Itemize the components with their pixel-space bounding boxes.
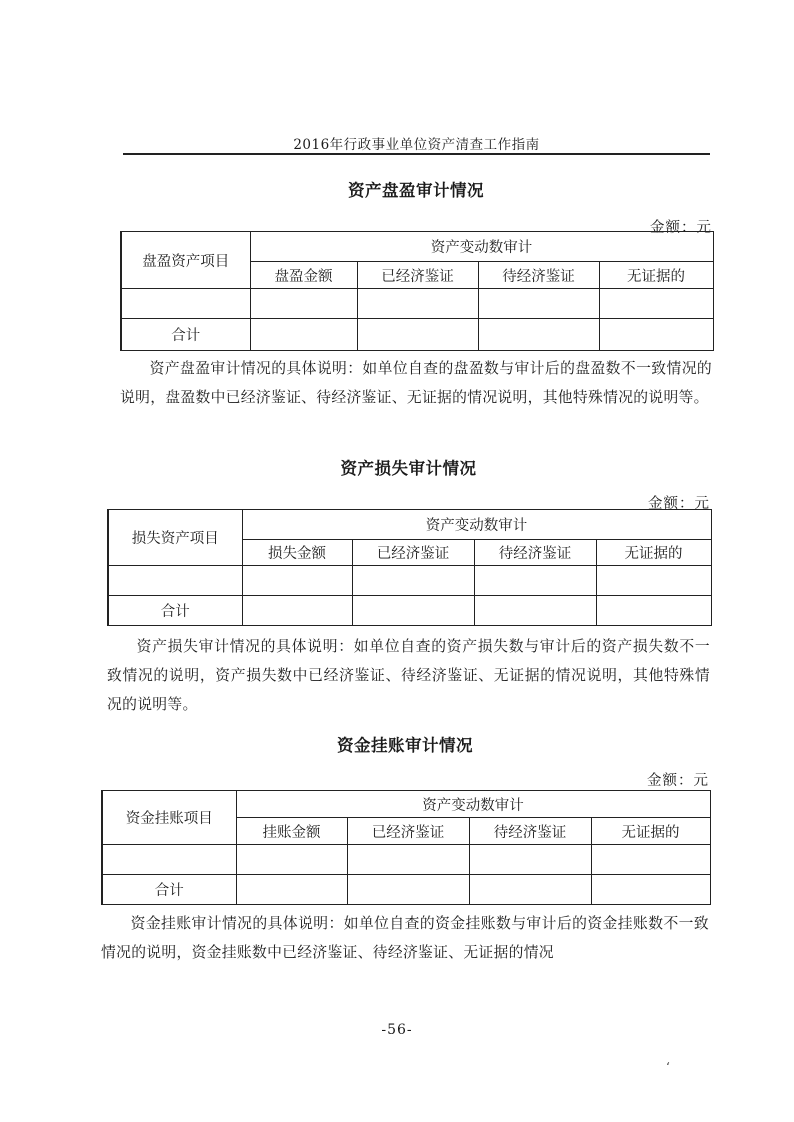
table-cell <box>242 566 352 596</box>
column-header: 待经济鉴证 <box>474 540 596 566</box>
row-header: 盘盈资产项目 <box>121 232 250 289</box>
table-cell <box>236 875 347 905</box>
running-header: 2016年行政事业单位资产清查工作指南 <box>293 137 540 153</box>
total-row <box>108 596 711 626</box>
column-header: 待经济鉴证 <box>478 262 599 289</box>
section-description: 资产损失审计情况的具体说明：如单位自查的资产损失数与审计后的资产损失数不一致情况的说明，资产损失数中已经济鉴证、待经济鉴证、无证据的情况说明，其他特殊情况的说明等。 <box>107 638 710 713</box>
table-cell <box>596 596 711 626</box>
column-header: 已经济鉴证 <box>357 262 478 289</box>
audit-table <box>107 509 712 626</box>
page-number: -56- <box>381 1022 413 1038</box>
table-cell <box>591 845 710 875</box>
section-description: 资金挂账审计情况的具体说明：如单位自查的资金挂账数与审计后的资金挂账数不一致情况的说明，资金挂账数中已经济鉴证、待经济鉴证、无证据的情况 <box>101 915 709 961</box>
surplus-section <box>120 172 712 450</box>
column-header: 无证据的 <box>596 540 711 566</box>
column-header: 盘盈金额 <box>250 262 357 289</box>
column-header: 挂账金额 <box>236 818 347 845</box>
group-header: 资产变动数审计 <box>236 791 710 818</box>
table-cell <box>242 596 352 626</box>
column-header: 损失金额 <box>242 540 352 566</box>
table-cell <box>357 319 478 351</box>
column-header: 无证据的 <box>599 262 713 289</box>
section-title: 资产损失审计情况 <box>340 459 477 478</box>
table-cell <box>250 319 357 351</box>
table-cell <box>352 566 474 596</box>
table-cell <box>478 319 599 351</box>
table-cell <box>352 596 474 626</box>
table-cell <box>236 845 347 875</box>
column-header: 已经济鉴证 <box>352 540 474 566</box>
total-row <box>121 319 713 351</box>
column-header: 无证据的 <box>591 818 710 845</box>
scan-speck: ʻ <box>666 1060 670 1074</box>
table-cell <box>596 566 711 596</box>
table-cell <box>108 566 242 596</box>
total-row <box>102 875 710 905</box>
suspense-section <box>101 729 709 989</box>
section-title: 资产盘盈审计情况 <box>348 181 484 200</box>
table-cell <box>250 289 357 319</box>
table-cell <box>474 596 596 626</box>
column-header: 待经济鉴证 <box>469 818 591 845</box>
empty-data-row <box>121 289 713 319</box>
table-cell <box>469 845 591 875</box>
audit-table <box>101 790 711 905</box>
total-label: 合计 <box>108 596 242 626</box>
table-cell <box>347 875 469 905</box>
empty-data-row <box>102 845 710 875</box>
table-cell <box>347 845 469 875</box>
loss-section <box>107 452 710 724</box>
empty-data-row <box>108 566 711 596</box>
table-cell <box>478 289 599 319</box>
total-label: 合计 <box>102 875 236 905</box>
currency-unit: 金额：元 <box>647 773 709 789</box>
group-header: 资产变动数审计 <box>242 510 711 540</box>
table-cell <box>469 875 591 905</box>
group-header: 资产变动数审计 <box>250 232 713 262</box>
audit-table <box>120 231 714 351</box>
currency-unit: 金额：元 <box>648 496 710 512</box>
header-rule <box>123 153 710 155</box>
table-cell <box>474 566 596 596</box>
section-description: 资产盘盈审计情况的具体说明：如单位自查的盘盈数与审计后的盘盈数不一致情况的说明，盘盈数中已经济鉴证、待经济鉴证、无证据的情况说明，其他特殊情况的说明等。 <box>120 360 712 406</box>
table-cell <box>357 289 478 319</box>
section-title: 资金挂账审计情况 <box>337 736 473 755</box>
column-header: 已经济鉴证 <box>347 818 469 845</box>
table-cell <box>102 845 236 875</box>
table-cell <box>599 289 713 319</box>
table-cell <box>121 289 250 319</box>
table-cell <box>599 319 713 351</box>
row-header: 资金挂账项目 <box>102 791 236 845</box>
currency-unit: 金额：元 <box>650 220 712 236</box>
total-label: 合计 <box>121 319 250 351</box>
row-header: 损失资产项目 <box>108 510 242 566</box>
table-cell <box>591 875 710 905</box>
